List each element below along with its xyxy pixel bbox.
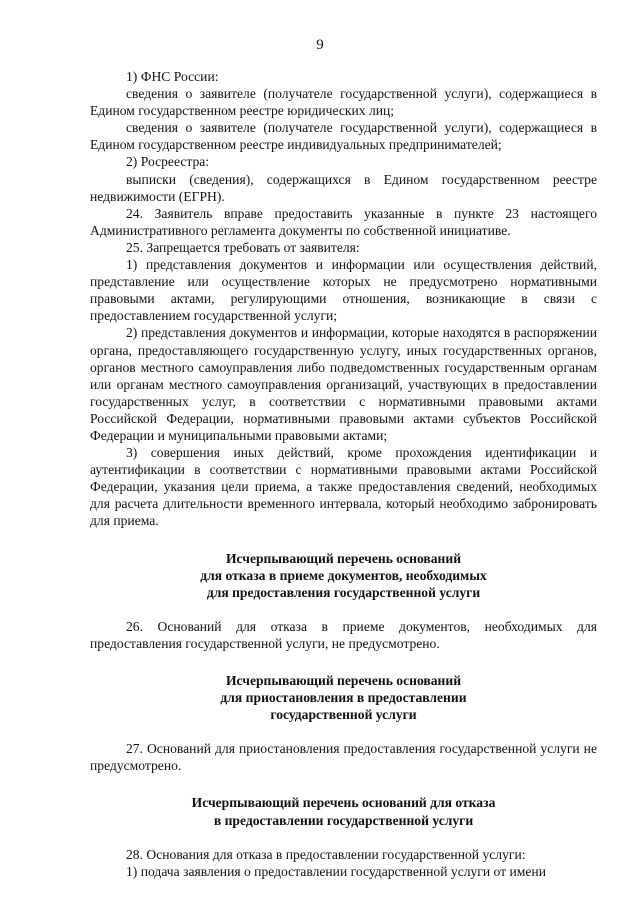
heading-line: Исчерпывающий перечень оснований [225,550,462,566]
document-body [90,68,597,880]
heading-line: в предоставлении государственной услуги [213,812,474,828]
section-heading-refusal-acceptance [90,550,597,601]
paragraph-rosreestr: 2) Росреестра: [126,154,210,170]
paragraph-25: 25. Запрещается требовать от заявителя: [126,239,360,255]
section-heading-refusal-service [90,794,597,828]
heading-line: государственной услуги [270,707,417,723]
paragraph-26: 26. Оснований для отказа в приеме документов, необходимых для предоставления государственной услуги, не предусмотрено. [90,618,597,651]
paragraph-24: 24. Заявитель вправе предоставить указанные в пункте 23 настоящего Административного регламента документы по собственной инициативе. [90,205,597,238]
paragraph-25-3: 3) совершения иных действий, кроме прохождения идентификации и аутентификации в соответствии с нормативными правовыми актами Российской Федерации, указания цели приема, а также предоставления сведений, необходимых для расчета длительности временного интервала, который необходимо забронировать для приема. [90,445,597,529]
heading-line: для приостановления в предоставлении [220,690,467,706]
paragraph-25-2: 2) представления документов и информации, которые находятся в распоряжении органа, предоставляющего государственную услугу, иных государственных органов, органов местного самоуправления либо подведомственных государственным органам или органам местного самоуправления организаций, участвующих в предоставлении государственных услуг, в соответствии с нормативными правовыми актами Российской Федерации, нормативными правовыми актами субъектов Российской Федерации и муниципальными правовыми актами; [90,325,597,443]
paragraph-egrn: выписки (сведения), содержащихся в Едином государственном реестре недвижимости (ЕГРН). [90,171,597,204]
paragraph-28-1: 1) подача заявления о предоставлении государственной услуги от имени [126,863,546,879]
paragraph-fns: 1) ФНС России: [126,69,219,84]
section-heading-suspension [90,672,597,723]
paragraph-egrul: сведения о заявителе (получателе государственной услуги), содержащиеся в Едином государственном реестре юридических лиц; [90,86,597,119]
paragraph-egrip: сведения о заявителе (получателе государственной услуги), содержащиеся в Едином государственном реестре индивидуальных предпринимателей; [90,120,597,153]
paragraph-28: 28. Основания для отказа в предоставлении государственной услуги: [126,846,526,862]
paragraph-25-1: 1) представления документов и информации или осуществления действий, представление или осуществление которых не предусмотрено нормативными правовыми актами, регулирующими отношения, возникающие в связи с предоставлением государственной услуги; [90,257,597,324]
heading-line: для предоставления государственной услуги [206,584,481,600]
page-number: 9 [316,37,324,53]
paragraph-27: 27. Оснований для приостановления предоставления государственной услуги не предусмотрено. [90,741,597,774]
heading-line: Исчерпывающий перечень оснований [225,673,462,688]
heading-line: Исчерпывающий перечень оснований для отказа [191,795,496,811]
heading-line: для отказа в приеме документов, необходимых [200,567,487,583]
